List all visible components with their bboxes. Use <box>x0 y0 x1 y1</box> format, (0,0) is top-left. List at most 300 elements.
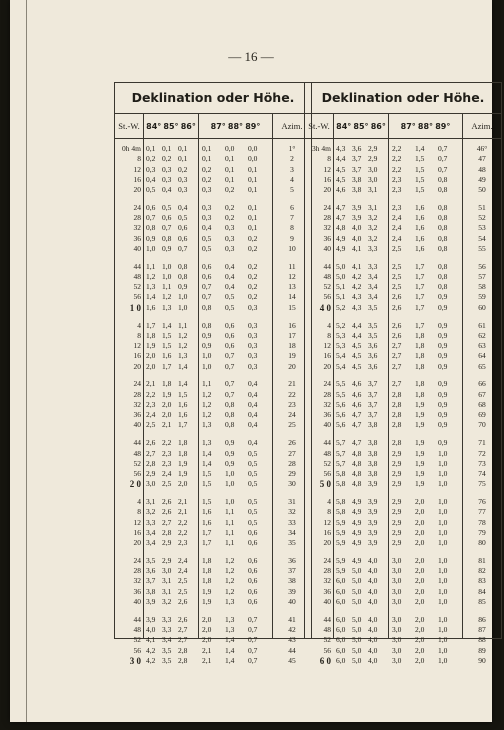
left-divider-3 <box>272 114 273 638</box>
left-half-cell-f: 0,6 <box>248 527 258 537</box>
left-half-cell-a: 3,9 <box>146 614 156 624</box>
left-col-group1-header <box>144 114 198 139</box>
right-half-cell-f: 0,7 <box>438 144 448 153</box>
right-half-cell-b: 4,8 <box>352 479 362 489</box>
right-half-cell-d: 3,0 <box>392 625 402 635</box>
left-half-cell-az: 8 <box>290 223 294 233</box>
left-half-cell-az: 22 <box>288 389 296 399</box>
book-page <box>10 0 492 722</box>
right-half-cell-d: 2,9 <box>392 458 402 468</box>
right-half-cell-e: 2,0 <box>415 614 425 624</box>
right-half-cell-d: 2,8 <box>392 399 402 409</box>
right-half-cell-f: 0,7 <box>438 164 448 174</box>
left-half-cell-a: 2,7 <box>146 448 156 458</box>
left-half-cell-b: 2,5 <box>162 479 172 489</box>
left-half-cell-d: 0,7 <box>202 282 212 292</box>
left-half-cell-b: 2,3 <box>162 448 172 458</box>
left-half-cell-b: 2,4 <box>162 469 172 478</box>
right-half-cell-d: 2,9 <box>392 538 402 548</box>
left-half-cell-c: 2,6 <box>178 596 188 606</box>
left-half-cell-f: 0,3 <box>248 341 258 351</box>
left-half-cell-az: 33 <box>288 517 296 527</box>
left-half-cell-d: 0,8 <box>202 320 212 330</box>
left-half-cell-az: 14 <box>288 292 296 302</box>
right-half-cell-az: 87 <box>478 625 486 635</box>
right-half-cell-az: 72 <box>478 448 486 458</box>
left-half-cell-e: 1,0 <box>225 479 235 489</box>
left-half-cell-e: 0,3 <box>225 223 235 233</box>
right-half-cell-b: 3,7 <box>352 164 362 174</box>
left-half-cell-e: 1,2 <box>225 555 235 565</box>
left-half-cell-f: 0,7 <box>248 614 258 624</box>
left-half-cell-t: 48 <box>133 271 141 281</box>
right-half-cell-e: 1,8 <box>415 361 425 371</box>
right-half-cell-e: 1,6 <box>415 233 425 243</box>
right-half-cell-t: 56 <box>323 292 331 302</box>
left-half-cell-d: 0,1 <box>202 144 212 153</box>
left-half-cell-az: 4 <box>290 174 294 184</box>
right-half-cell-c: 3,3 <box>368 261 378 271</box>
left-half-cell-az: 36 <box>288 555 296 565</box>
right-half-cell-d: 2,6 <box>392 302 402 312</box>
right-half-cell-d: 2,8 <box>392 420 402 430</box>
left-half-cell-d: 0,6 <box>202 261 212 271</box>
left-half-cell-c: 2,1 <box>178 507 188 517</box>
right-half-cell-b: 4,3 <box>352 302 362 312</box>
right-half-cell-c: 3,2 <box>368 223 378 233</box>
left-half-cell-c: 2,2 <box>178 527 188 537</box>
left-half-cell-t: 20 <box>133 361 141 371</box>
right-half-cell-e: 1,9 <box>415 448 425 458</box>
right-half-cell-a: 5,7 <box>336 458 346 468</box>
left-half-cell-b: 1,4 <box>162 320 172 330</box>
right-half-cell-d: 2,9 <box>392 479 402 489</box>
right-half-cell-d: 2,5 <box>392 282 402 292</box>
right-half-cell-b: 5,0 <box>352 655 362 665</box>
left-half-cell-d: 2,0 <box>202 625 212 635</box>
right-half-cell-c: 3,9 <box>368 479 378 489</box>
right-half-cell-f: 0,9 <box>438 361 448 371</box>
left-half-cell-a: 4,2 <box>146 645 156 655</box>
right-half-cell-b: 4,2 <box>352 282 362 292</box>
left-half-cell-az: 15 <box>288 302 296 312</box>
right-half-cell-d: 2,4 <box>392 223 402 233</box>
right-half-cell-e: 1,7 <box>415 282 425 292</box>
left-half-cell-c: 2,1 <box>178 497 188 507</box>
left-half-cell-b: 3,5 <box>162 645 172 655</box>
left-half-cell-e: 1,1 <box>225 517 235 527</box>
page-number: — 16 — <box>228 49 274 64</box>
left-half-cell-e: 0,1 <box>225 154 235 164</box>
right-half-cell-b: 3,9 <box>352 202 362 212</box>
left-half-cell-b: 3,1 <box>162 586 172 596</box>
right-half-cell-f: 0,9 <box>438 330 448 340</box>
left-half-cell-d: 1,3 <box>202 420 212 430</box>
right-half-cell-b: 4,1 <box>352 243 362 253</box>
left-half-cell-c: 1,6 <box>178 399 188 409</box>
right-half-cell-f: 0,8 <box>438 223 448 233</box>
right-half-cell-c: 4,0 <box>368 625 378 635</box>
left-half-cell-c: 1,4 <box>178 361 188 371</box>
left-half-cell-d: 0,2 <box>202 174 212 184</box>
right-half-cell-t: 36 <box>323 233 331 243</box>
left-half-cell-t: 16 <box>133 174 141 184</box>
right-half-cell-b: 4,9 <box>352 527 362 537</box>
right-half-cell-t: 24 <box>323 555 331 565</box>
right-half-cell-e: 1,9 <box>415 469 425 478</box>
right-half-cell-a: 5,8 <box>336 479 346 489</box>
right-half-cell-b: 4,1 <box>352 261 362 271</box>
left-half-cell-az: 28 <box>288 458 296 468</box>
right-half-cell-b: 4,8 <box>352 448 362 458</box>
left-half-cell-t: 36 <box>133 410 141 420</box>
right-half-cell-t: 32 <box>323 576 331 586</box>
left-half-cell-t: 32 <box>133 399 141 409</box>
right-half-cell-a: 5,1 <box>336 292 346 302</box>
left-half-cell-f: 0,0 <box>248 154 258 164</box>
left-half-cell-a: 1,1 <box>146 261 156 271</box>
right-half-cell-t: 48 <box>323 625 331 635</box>
left-half-cell-f: 0,2 <box>248 271 258 281</box>
left-half-cell-a: 0,4 <box>146 174 156 184</box>
right-half-cell-az: 51 <box>478 202 486 212</box>
right-half-cell-t: 56 <box>323 469 331 478</box>
left-half-cell-d: 0,8 <box>202 302 212 312</box>
left-half-cell-b: 2,6 <box>162 507 172 517</box>
right-half-cell-az: 61 <box>478 320 486 330</box>
left-half-cell-a: 3,5 <box>146 555 156 565</box>
left-half-cell-a: 2,9 <box>146 469 156 478</box>
left-half-cell-d: 0,5 <box>202 243 212 253</box>
right-half-cell-f: 1,0 <box>438 625 448 635</box>
left-half-cell-az: 5 <box>290 185 294 194</box>
right-half-cell-az: 66 <box>478 379 486 389</box>
left-half-cell-t: 40 <box>133 420 141 430</box>
left-half-cell-c: 1,3 <box>178 351 188 361</box>
left-half-cell-f: 0,3 <box>248 361 258 371</box>
right-half-cell-a: 6,0 <box>336 625 346 635</box>
right-half-cell-d: 3,0 <box>392 566 402 576</box>
right-half-cell-c: 4,0 <box>368 635 378 645</box>
left-half-cell-d: 1,2 <box>202 389 212 399</box>
right-half-cell-d: 3,0 <box>392 655 402 665</box>
right-half-cell-t: 44 <box>323 261 331 271</box>
right-half-cell-d: 3,0 <box>392 596 402 606</box>
right-half-cell-az: 56 <box>478 261 486 271</box>
right-half-cell-d: 2,8 <box>392 438 402 448</box>
right-half-cell-az: 69 <box>478 410 486 420</box>
left-half-cell-b: 0,6 <box>162 213 172 223</box>
right-half-cell-f: 0,8 <box>438 213 448 223</box>
right-half-cell-d: 2,3 <box>392 174 402 184</box>
right-half-cell-d: 3,0 <box>392 635 402 645</box>
left-half-cell-d: 1,7 <box>202 527 212 537</box>
left-half-cell-az: 23 <box>288 399 296 409</box>
left-half-cell-e: 1,3 <box>225 614 235 624</box>
left-half-cell-f: 0,2 <box>248 261 258 271</box>
right-half-cell-az: 76 <box>478 497 486 507</box>
left-half-cell-f: 0,1 <box>248 223 258 233</box>
left-hdr-84: 84° <box>146 122 162 131</box>
right-half-cell-f: 1,0 <box>438 448 448 458</box>
right-half-cell-e: 1,8 <box>415 379 425 389</box>
left-half-cell-d: 1,8 <box>202 566 212 576</box>
right-half-cell-az: 73 <box>478 458 486 468</box>
right-half-cell-e: 2,0 <box>415 555 425 565</box>
right-half-cell-az: 48 <box>478 164 486 174</box>
right-half-cell-c: 3,0 <box>368 164 378 174</box>
left-half-cell-t: 16 <box>133 351 141 361</box>
right-half-cell-t: 4 <box>327 320 331 330</box>
left-half-cell-a: 3,7 <box>146 576 156 586</box>
left-half-cell-e: 0,6 <box>225 341 235 351</box>
right-table <box>304 82 502 666</box>
right-half-cell-b: 3,7 <box>352 154 362 164</box>
right-half-cell-az: 90 <box>478 655 486 665</box>
right-half-cell-a: 5,9 <box>336 527 346 537</box>
left-half-cell-d: 1,4 <box>202 448 212 458</box>
left-half-cell-d: 0,3 <box>202 213 212 223</box>
right-half-cell-d: 3,0 <box>392 614 402 624</box>
left-half-cell-f: 0,7 <box>248 635 258 645</box>
right-half-cell-t: 24 <box>323 379 331 389</box>
left-half-cell-c: 1,8 <box>178 438 188 448</box>
left-half-cell-f: 0,5 <box>248 448 258 458</box>
right-half-cell-b: 4,8 <box>352 469 362 478</box>
right-half-cell-t: 4 0 <box>319 302 331 313</box>
right-half-cell-e: 2,0 <box>415 566 425 576</box>
left-half-cell-d: 0,3 <box>202 185 212 194</box>
right-half-cell-az: 71 <box>478 438 486 448</box>
right-half-cell-a: 4,9 <box>336 233 346 243</box>
right-half-cell-a: 5,4 <box>336 361 346 371</box>
left-half-cell-d: 1,5 <box>202 469 212 478</box>
right-half-cell-a: 5,9 <box>336 538 346 548</box>
right-half-cell-f: 0,8 <box>438 202 448 212</box>
left-half-cell-t: 32 <box>133 576 141 586</box>
left-half-cell-t: 36 <box>133 586 141 596</box>
left-half-cell-d: 1,4 <box>202 458 212 468</box>
right-half-cell-c: 3,1 <box>368 202 378 212</box>
left-hdr-88: 88° <box>227 122 244 131</box>
right-half-cell-a: 5,0 <box>336 261 346 271</box>
left-half-cell-a: 2,5 <box>146 420 156 430</box>
right-half-cell-f: 0,9 <box>438 379 448 389</box>
left-half-cell-a: 2,1 <box>146 379 156 389</box>
left-half-cell-e: 0,9 <box>225 458 235 468</box>
right-half-cell-az: 70 <box>478 420 486 430</box>
left-half-cell-t: 3 0 <box>129 655 141 666</box>
left-half-cell-f: 0,2 <box>248 243 258 253</box>
left-half-cell-c: 0,2 <box>178 164 188 174</box>
left-half-cell-e: 0,3 <box>225 243 235 253</box>
left-half-cell-a: 1,2 <box>146 271 156 281</box>
left-half-cell-e: 1,4 <box>225 645 235 655</box>
right-half-cell-t: 20 <box>323 538 331 548</box>
left-half-cell-a: 4,2 <box>146 655 156 665</box>
right-half-cell-e: 1,5 <box>415 164 425 174</box>
left-half-cell-a: 2,8 <box>146 458 156 468</box>
left-half-cell-az: 17 <box>288 330 296 340</box>
left-half-cell-a: 1,4 <box>146 292 156 302</box>
right-half-cell-c: 3,4 <box>368 271 378 281</box>
right-half-cell-t: 16 <box>323 351 331 361</box>
right-half-cell-t: 8 <box>327 154 331 164</box>
left-half-cell-d: 1,8 <box>202 576 212 586</box>
right-half-cell-e: 1,8 <box>415 351 425 361</box>
left-half-cell-t: 12 <box>133 341 141 351</box>
right-half-cell-d: 2,4 <box>392 213 402 223</box>
right-half-cell-t: 12 <box>323 341 331 351</box>
left-half-cell-az: 1° <box>288 144 296 153</box>
right-half-cell-f: 0,8 <box>438 174 448 184</box>
left-half-cell-e: 0,2 <box>225 213 235 223</box>
left-half-cell-t: 52 <box>133 458 141 468</box>
right-half-cell-a: 5,3 <box>336 341 346 351</box>
right-half-cell-t: 32 <box>323 223 331 233</box>
left-half-cell-c: 2,5 <box>178 576 188 586</box>
right-half-cell-d: 2,9 <box>392 517 402 527</box>
right-half-cell-b: 4,6 <box>352 379 362 389</box>
right-half-cell-az: 58 <box>478 282 486 292</box>
left-half-cell-t: 44 <box>133 261 141 271</box>
left-half-cell-az: 31 <box>288 497 296 507</box>
left-half-cell-az: 18 <box>288 341 296 351</box>
right-col-group2-header <box>389 114 462 139</box>
left-half-cell-e: 1,4 <box>225 655 235 665</box>
left-half-cell-d: 1,3 <box>202 438 212 448</box>
right-half-cell-az: 65 <box>478 361 486 371</box>
right-half-cell-b: 5,0 <box>352 625 362 635</box>
left-half-cell-c: 2,7 <box>178 625 188 635</box>
right-half-cell-a: 6,0 <box>336 614 346 624</box>
left-half-cell-a: 3,4 <box>146 527 156 537</box>
right-half-cell-az: 50 <box>478 185 486 194</box>
left-half-cell-f: 0,4 <box>248 410 258 420</box>
right-half-cell-b: 4,0 <box>352 233 362 243</box>
right-half-cell-a: 5,6 <box>336 420 346 430</box>
left-half-cell-a: 0,2 <box>146 154 156 164</box>
right-half-cell-f: 0,9 <box>438 341 448 351</box>
left-half-cell-t: 0h 4m <box>122 144 141 153</box>
left-half-cell-f: 0,6 <box>248 596 258 606</box>
left-half-cell-b: 2,9 <box>162 555 172 565</box>
left-half-cell-c: 2,7 <box>178 635 188 645</box>
right-half-cell-e: 1,7 <box>415 320 425 330</box>
right-half-cell-f: 1,0 <box>438 517 448 527</box>
left-half-cell-d: 1,9 <box>202 586 212 596</box>
right-half-cell-b: 4,8 <box>352 458 362 468</box>
left-half-cell-a: 3,2 <box>146 507 156 517</box>
right-half-cell-b: 4,9 <box>352 497 362 507</box>
left-half-cell-f: 0,4 <box>248 420 258 430</box>
left-half-cell-b: 0,4 <box>162 185 172 194</box>
left-half-cell-c: 2,2 <box>178 517 188 527</box>
left-half-cell-az: 30 <box>288 479 296 489</box>
left-half-cell-t: 8 <box>137 330 141 340</box>
left-half-cell-b: 2,8 <box>162 527 172 537</box>
left-half-cell-e: 0,8 <box>225 399 235 409</box>
left-half-cell-d: 0,2 <box>202 164 212 174</box>
right-half-cell-a: 6,0 <box>336 655 346 665</box>
right-half-cell-b: 4,2 <box>352 271 362 281</box>
left-half-cell-b: 0,8 <box>162 233 172 243</box>
left-half-cell-az: 41 <box>288 614 296 624</box>
right-hdr-87: 87° <box>400 122 416 131</box>
right-half-cell-b: 5,0 <box>352 596 362 606</box>
left-half-cell-e: 1,1 <box>225 538 235 548</box>
right-half-cell-t: 52 <box>323 635 331 645</box>
right-half-cell-f: 0,9 <box>438 389 448 399</box>
right-half-cell-t: 48 <box>323 271 331 281</box>
right-half-cell-e: 2,0 <box>415 576 425 586</box>
left-half-cell-d: 1,6 <box>202 517 212 527</box>
right-half-cell-t: 48 <box>323 448 331 458</box>
left-half-cell-b: 2,6 <box>162 497 172 507</box>
left-divider-1 <box>143 114 144 638</box>
right-half-cell-c: 4,0 <box>368 655 378 665</box>
right-half-cell-a: 5,8 <box>336 497 346 507</box>
right-half-cell-d: 2,7 <box>392 361 402 371</box>
left-half-cell-b: 1,0 <box>162 271 172 281</box>
right-half-cell-az: 75 <box>478 479 486 489</box>
left-half-cell-e: 0,3 <box>225 233 235 243</box>
right-half-cell-az: 63 <box>478 341 486 351</box>
left-half-cell-e: 1,3 <box>225 596 235 606</box>
left-half-cell-c: 2,4 <box>178 566 188 576</box>
left-half-cell-f: 0,4 <box>248 399 258 409</box>
left-half-cell-f: 0,5 <box>248 469 258 478</box>
left-half-cell-f: 0,3 <box>248 320 258 330</box>
right-half-cell-f: 1,0 <box>438 614 448 624</box>
right-half-cell-f: 0,9 <box>438 438 448 448</box>
right-half-cell-c: 3,4 <box>368 292 378 302</box>
left-half-cell-az: 6 <box>290 202 294 212</box>
left-half-cell-f: 0,6 <box>248 566 258 576</box>
right-half-cell-a: 5,2 <box>336 320 346 330</box>
left-half-cell-c: 1,0 <box>178 292 188 302</box>
right-half-cell-f: 0,8 <box>438 271 448 281</box>
left-half-cell-t: 24 <box>133 555 141 565</box>
right-half-cell-d: 2,7 <box>392 351 402 361</box>
right-half-cell-e: 1,6 <box>415 202 425 212</box>
left-half-cell-az: 38 <box>288 576 296 586</box>
right-half-cell-c: 4,0 <box>368 645 378 655</box>
right-half-cell-az: 79 <box>478 527 486 537</box>
left-half-cell-f: 0,7 <box>248 625 258 635</box>
right-half-cell-f: 1,0 <box>438 655 448 665</box>
left-half-cell-t: 48 <box>133 625 141 635</box>
left-half-cell-f: 0,1 <box>248 185 258 194</box>
left-half-cell-t: 52 <box>133 282 141 292</box>
right-half-cell-a: 5,4 <box>336 351 346 361</box>
right-half-cell-b: 4,0 <box>352 223 362 233</box>
right-half-cell-t: 20 <box>323 185 331 194</box>
right-half-cell-az: 52 <box>478 213 486 223</box>
right-half-cell-az: 83 <box>478 576 486 586</box>
right-half-cell-b: 3,9 <box>352 213 362 223</box>
right-half-cell-az: 82 <box>478 566 486 576</box>
right-half-cell-b: 5,0 <box>352 586 362 596</box>
left-half-cell-c: 0,3 <box>178 174 188 184</box>
left-hdr-87: 87° <box>210 122 226 131</box>
right-half-cell-d: 3,0 <box>392 645 402 655</box>
left-half-cell-t: 32 <box>133 223 141 233</box>
left-half-cell-b: 3,4 <box>162 635 172 645</box>
right-half-cell-c: 4,0 <box>368 566 378 576</box>
right-half-cell-d: 2,9 <box>392 469 402 478</box>
right-half-cell-a: 5,0 <box>336 271 346 281</box>
